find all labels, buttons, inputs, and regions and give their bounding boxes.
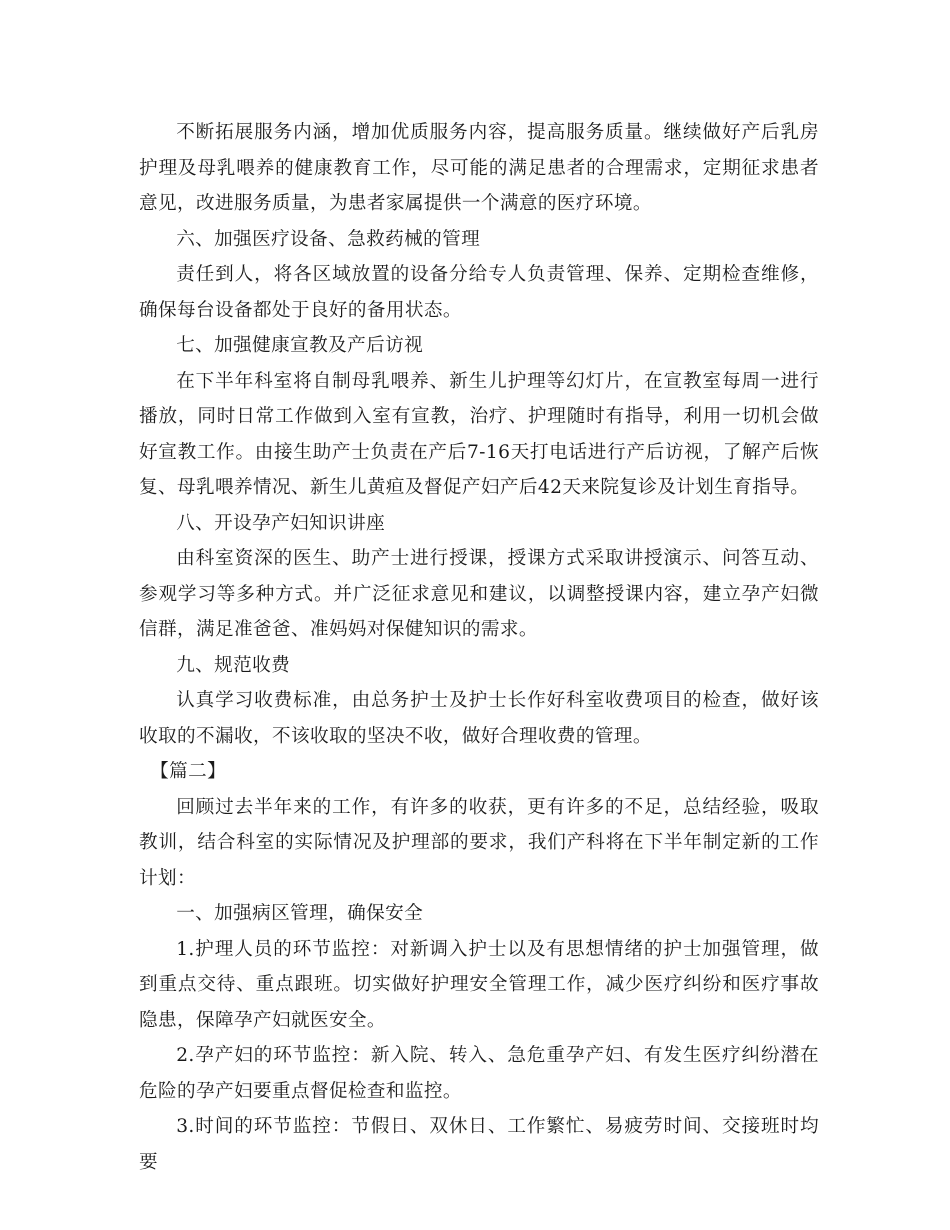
paragraph: 由科室资深的医生、助产士进行授课，授课方式采取讲授演示、问答互动、参观学习等多种方式。并广泛征求意见和建议，以调整授课内容，建立孕产妇微信群，满足准爸爸、准妈妈对保健知识的需求。 [139,548,819,640]
document-body [139,115,819,1180]
paragraph: 不断拓展服务内涵，增加优质服务内容，提高服务质量。继续做好产后乳房护理及母乳喂养的健康教育工作，尽可能的满足患者的合理需求，定期征求患者意见，改进服务质量，为患者家属提供一个满意的医疗环境。 [139,122,819,214]
paragraph: 1.护理人员的环节监控：对新调入护士以及有思想情绪的护士加强管理，做到重点交待、重点跟班。切实做好护理安全管理工作，减少医疗纠纷和医疗事故隐患，保障孕产妇就医安全。 [139,938,819,1031]
section-heading: 六、加强医疗设备、急救药械的管理 [176,228,481,250]
paragraph: 回顾过去半年来的工作，有许多的收获，更有许多的不足，总结经验，吸取教训，结合科室的实际情况及护理部的要求，我们产科将在下半年制定新的工作计划： [139,796,819,889]
section-heading: 七、加强健康宣教及产后访视 [176,335,424,356]
section-heading: 一、加强病区管理，确保安全 [176,903,424,924]
paragraph: 3.时间的环节监控：节假日、双休日、工作繁忙、易疲劳时间、交接班时均要 [139,1116,819,1173]
section-heading: 八、开设孕产妇知识讲座 [176,512,386,534]
section-heading: 九、规范收费 [176,654,291,676]
paragraph: 责任到人，将各区域放置的设备分给专人负责管理、保养、定期检查维修，确保每台设备都处于良好的备用状态。 [139,264,819,321]
part-heading: 【篇二】 [150,761,227,782]
paragraph: 认真学习收费标准，由总务护士及护士长作好科室收费项目的检查，做好该收取的不漏收，不该收取的坚决不收，做好合理收费的管理。 [139,690,819,747]
paragraph: 2.孕产妇的环节监控：新入院、转入、急危重孕产妇、有发生医疗纠纷潜在危险的孕产妇要重点督促检查和监控。 [139,1045,819,1102]
paragraph: 在下半年科室将自制母乳喂养、新生儿护理等幻灯片，在宣教室每周一进行播放，同时日常工作做到入室有宣教，治疗、护理随时有指导，利用一切机会做好宣教工作。由接生助产士负责在产后7-16天打电话进行产后访视，了解产后恢复、母乳喂养情况、新生儿黄疸及督促产妇产后42天来院复诊及计划生育指导。 [139,370,819,498]
